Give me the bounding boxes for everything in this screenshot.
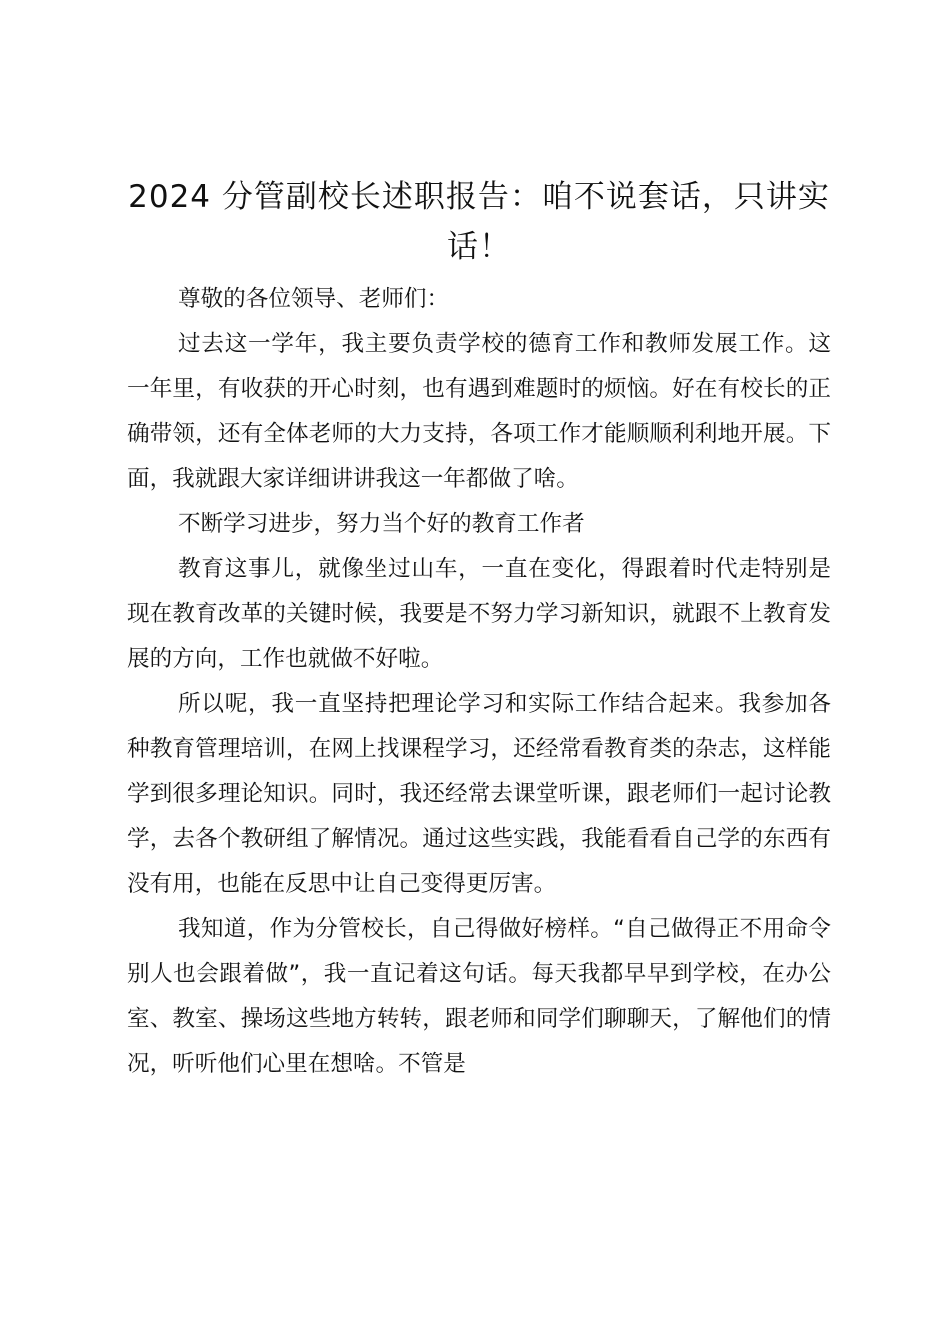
paragraph-salutation: 尊敬的各位领导、老师们：	[178, 286, 450, 312]
paragraph-education-change: 教育这事儿，就像坐过山车，一直在变化，得跟着时代走特别是现在教育改革的关键时候，我要是不努力学习新知识，就跟不上教育发展的方向，工作也就做不好啦。	[127, 556, 831, 672]
paragraph-intro: 过去这一学年，我主要负责学校的德育工作和教师发展工作。这一年里，有收获的开心时刻，也有遇到难题时的烦恼。好在有校长的正确带领，还有全体老师的大力支持，各项工作才能顺顺利利地开展。下面，我就跟大家详细讲讲我这一年都做了啥。	[127, 331, 831, 492]
document-page	[127, 172, 831, 1087]
paragraph-theory-practice: 所以呢，我一直坚持把理论学习和实际工作结合起来。我参加各种教育管理培训，在网上找课程学习，还经常看教育类的杂志，这样能学到很多理论知识。同时，我还经常去课堂听课，跟老师们一起讨论教学，去各个教研组了解情况。通过这些实践，我能看看自己学的东西有没有用，也能在反思中让自己变得更厉害。	[127, 691, 831, 897]
section-heading: 不断学习进步，努力当个好的教育工作者	[178, 511, 585, 537]
paragraph-role-model: 我知道，作为分管校长，自己得做好榜样。“自己做得正不用命令别人也会跟着做”，我一直记着这句话。每天我都早早到学校，在办公室、教室、操场这些地方转转，跟老师和同学们聊聊天，了解他们的情况，听听他们心里在想啥。不管是	[127, 916, 831, 1077]
document-title: 2024 分管副校长述职报告：咱不说套话，只讲实话！	[128, 179, 830, 265]
